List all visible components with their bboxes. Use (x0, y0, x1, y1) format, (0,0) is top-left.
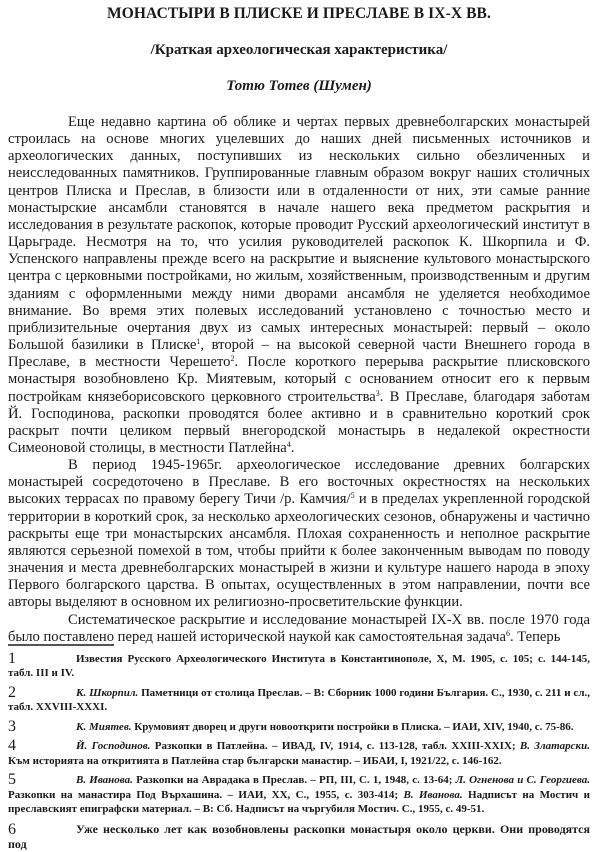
footnote-author: В. Иванова. (76, 774, 133, 787)
footnote-author: В. Иванова. (403, 788, 463, 801)
article-subtitle: /Краткая археологическая характеристика/ (150, 42, 448, 58)
footnote-number: 4 (8, 737, 16, 755)
paragraph-text: перед нашей исторической наукой как самостоятельная задача (114, 628, 506, 645)
footnote-ref[interactable]: 1 (196, 337, 201, 347)
paragraph-text: и в пределах укрепленной городской территории в короткий срок, за несколько археологических сезонов, обнаружены и частично раскрыты еще три монастырских ансамбля. Плохая сохраненность и неполное раскрытие являются серьезной помехой в том, чтобы прийти к более законченным выводам по поводу значения и места древнеболгарских монастырей в жизни и культуре нашего народа в эпоху Первого болгарского царства. В опытах, осуществленных в этом направлении, почти все авторы выделяют в основном их религиозно-просветительские функции. (8, 491, 591, 611)
footnote-text: Надписът на Мостич и преславският епиграфски материал. – В: Сб. Надписът на чъргубиля Мостич. С., 1955, с. 49-51. (8, 788, 590, 816)
footnote-author: Л. Огненова и С. Георгиева. (455, 774, 590, 787)
footnote-ref[interactable]: 3 (375, 388, 380, 398)
paragraph-2 (8, 457, 590, 611)
paragraph-text: . В Преславе, благодаря заботам Й. Господинова, раскопки проводятся более активно и в сравнительно короткий срок раскрыт почти целиком первый внегородской монастырь в недалекой окрестности Симеоновой столицы, в местности Патлейна (8, 388, 591, 456)
footnote-ref[interactable]: 5 (350, 491, 355, 501)
footnote-4 (8, 739, 590, 768)
footnote-number: 3 (8, 717, 16, 735)
footnote-number: 1 (8, 649, 16, 667)
footnote-2 (8, 683, 590, 715)
footnote-ref[interactable]: 6 (505, 628, 510, 638)
underlined-phrase: было поставлено (8, 628, 115, 645)
paragraph-text: Еще недавно картина об облике и чертах первых древнеболгарских монастырей строилась на основе многих уцелевших до наших дней письменных источников и археологических данных, поступивших из нескольких сильно обезличенных и неисследованных памятников. Группированные главным образом вокруг наших столичных центров Плиска и Преслав, в близости или в отдаленности от них, эти самые ранние монастырские ансамбли становятся в начале нашего века предметом раскрытия и исследования в результате раскопок, которые проводит Русский археологический институт в Царьграде. Несмотря на то, что усилия руководителей раскопок К. Шкорпила и Ф. Успенского направлены прежде всего на раскрытие и выяснение культового монастырского центра с церковными постройками, но жилым, хозяйственным, производственным и другим зданиям с оформленными между ними дворами ансамбля не уделяется необходимое внимание. Во время этих полевых исследований установлено с точностью место и приблизительные очертания двух из самых интересных монастырей: первый – около Большой базилики в Плиске (8, 114, 590, 354)
paragraph-3 (8, 612, 590, 646)
footnote-text: Разкопки в Патлейна. – ИВАД, IV, 1914, с. 113-128, табл. XXIII-XXIX; (150, 740, 520, 753)
footnote-text: Крумовият дворец и други новооткрити постройки в Плиска. – ИАИ, XIV, 1940, с. 75-86. (131, 720, 574, 733)
paragraph-text: . Теперь (509, 628, 561, 645)
footnote-text: Известия Русского Археологического Института в Константинополе, X, М. 1905, с. 105; с. 144-145, табл. III и IV. (8, 652, 590, 680)
footnote-author: К. Шкорпил. (76, 686, 139, 699)
footnote-ref[interactable]: 4 (286, 439, 291, 449)
article-author: Тотю Тотев (Шумен) (226, 78, 372, 94)
footnote-text: Уже несколько лет как возобновлены раскопки монастыря около церкви. Они проводятся под (8, 821, 590, 852)
paragraph-text: В период 1945-1965г. археологическое исследование древних болгарских монастырей сосредоточено в Преславе. В его восточных окрестностях на нескольких высоких террасах по правому берегу Тичи /р. Камчия/ (8, 457, 590, 508)
paragraph-text: Систематическое раскрытие и исследование монастырей IX-X вв. после 1970 года (68, 611, 590, 628)
footnote-number: 5 (8, 771, 16, 789)
footnote-number: 2 (8, 683, 16, 701)
article-title: МОНАСТЫРИ В ПЛИСКЕ И ПРЕСЛАВЕ В IX-X ВВ. (107, 5, 491, 22)
footnote-author: Й. Господинов. (76, 740, 151, 753)
footnote-author: В. Златарски. (519, 740, 590, 753)
paragraph-text: , второй – на высокой северной части Внешнего города в Преславе, в местности Черешето (8, 337, 590, 371)
footnotes-section (8, 649, 590, 852)
footnote-ref[interactable]: 2 (230, 354, 235, 364)
paragraph-text: . (290, 439, 295, 456)
paragraph-text: . После короткого перерыва раскрытие плисковского монастыря возобновлено Кр. Миятевым, который с основанием относит его к первым постройкам князеборисовского церковного строительства (8, 354, 590, 405)
article-body (8, 114, 590, 646)
footnote-author: К. Миятев. (76, 720, 132, 733)
footnote-text: Към историята на откритията в Патлейна стар български манастир. – ИБАИ, I, 1921/22, с. 146-162. (8, 754, 502, 767)
paragraph-1 (8, 114, 590, 457)
footnote-number: 6 (8, 820, 16, 838)
footnote-5 (8, 773, 590, 817)
footnote-3 (8, 717, 590, 735)
footnote-1 (8, 649, 590, 681)
footnote-6 (8, 822, 590, 852)
footnote-text: Паметници от столица Преслав. – В: Сборник 1000 години България. С., 1930, с. 211 и сл., табл. XXVIII-XXXI. (8, 686, 590, 714)
footnote-text: Разкопки на Аврадака в Преслав. – РП, III, С. 1, 1948, с. 13-64; (132, 774, 456, 787)
footnote-text: Разкопки на манастира Под Върхашина. – ИАИ, XX, С., 1955, с. 303-414; (8, 788, 404, 801)
